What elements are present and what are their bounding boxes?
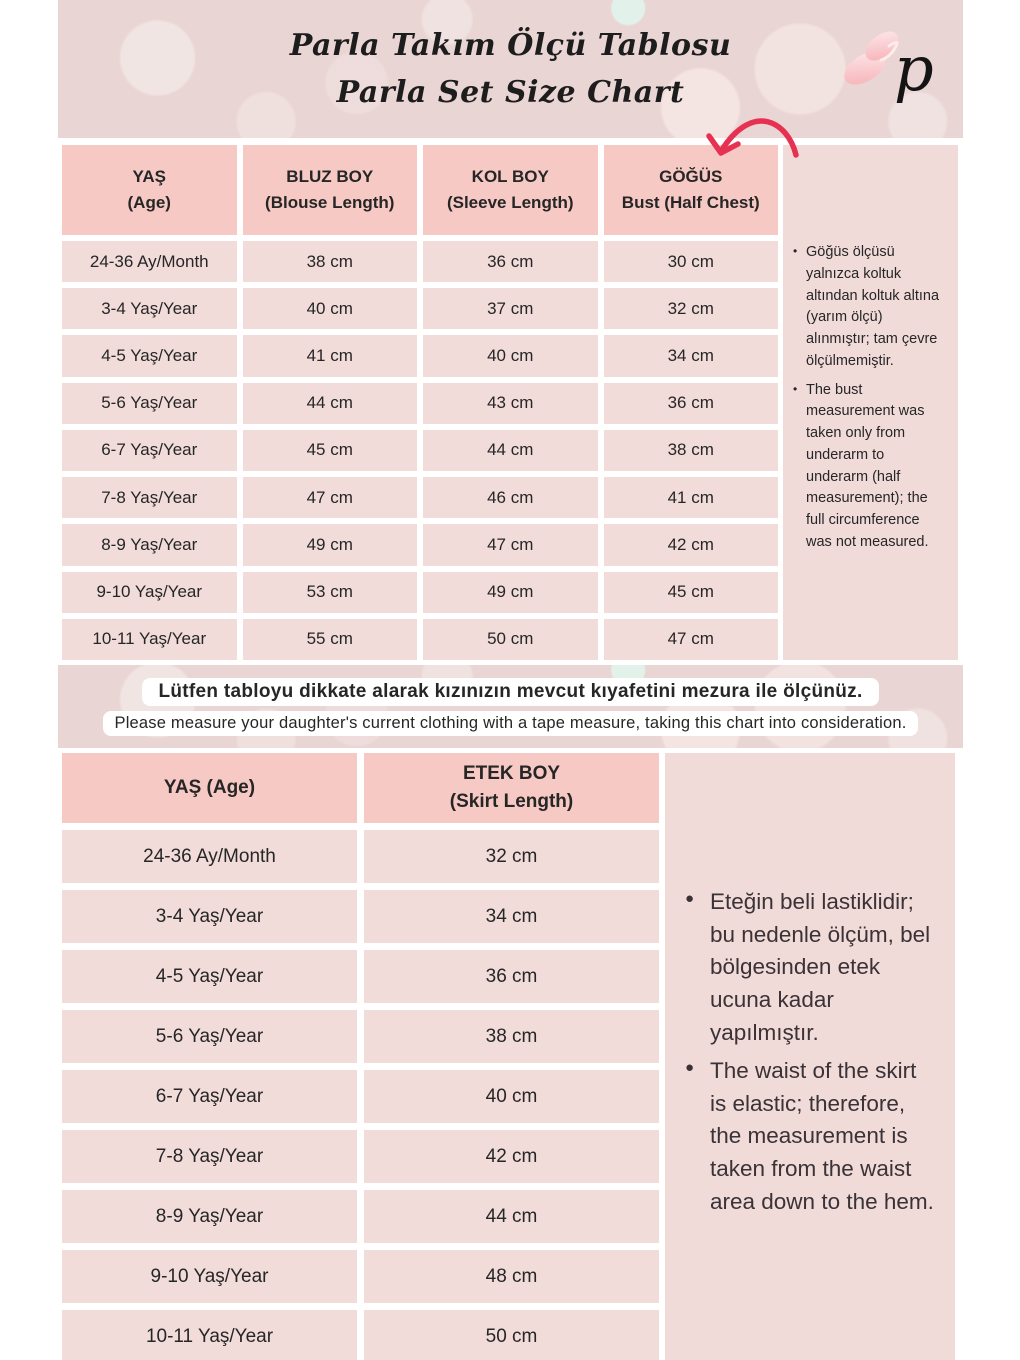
table-cell-bust: 38 cm bbox=[604, 430, 779, 471]
bust-notes-panel bbox=[783, 145, 958, 660]
table-cell-bust: 36 cm bbox=[604, 383, 779, 424]
table-cell-bust: 34 cm bbox=[604, 335, 779, 376]
table-cell-age: 4-5 Yaş/Year bbox=[62, 950, 357, 1003]
table-cell-age: 7-8 Yaş/Year bbox=[62, 477, 237, 518]
table-cell-blouse: 44 cm bbox=[243, 383, 418, 424]
table-cell-age: 8-9 Yaş/Year bbox=[62, 524, 237, 565]
table-cell-blouse: 55 cm bbox=[243, 619, 418, 660]
table-cell-age: 4-5 Yaş/Year bbox=[62, 335, 237, 376]
column-header-age bbox=[62, 145, 237, 235]
table-cell-sleeve: 47 cm bbox=[423, 524, 598, 565]
table-cell-bust: 45 cm bbox=[604, 572, 779, 613]
skirt-notes-panel bbox=[665, 753, 955, 1360]
table-cell-sleeve: 43 cm bbox=[423, 383, 598, 424]
table-cell-age: 5-6 Yaş/Year bbox=[62, 383, 237, 424]
table-cell-sleeve: 49 cm bbox=[423, 572, 598, 613]
table-cell-sleeve: 50 cm bbox=[423, 619, 598, 660]
column-header-blouse bbox=[243, 145, 418, 235]
header-line: BLUZ BOY bbox=[286, 166, 374, 186]
table-cell-skirt: 34 cm bbox=[364, 890, 659, 943]
header-line: YAŞ bbox=[132, 166, 166, 186]
bust-arrow-icon bbox=[694, 108, 800, 164]
table-cell-bust: 47 cm bbox=[604, 619, 779, 660]
column-header-sleeve bbox=[423, 145, 598, 235]
top-banner bbox=[58, 0, 963, 138]
size-table-skirt bbox=[62, 753, 659, 1360]
header-line: GÖĞÜS bbox=[659, 166, 723, 186]
table-cell-skirt: 40 cm bbox=[364, 1070, 659, 1123]
table-cell-blouse: 53 cm bbox=[243, 572, 418, 613]
header-line: (Blouse Length) bbox=[265, 193, 395, 212]
table-cell-age: 5-6 Yaş/Year bbox=[62, 1010, 357, 1063]
header-line: KOL BOY bbox=[471, 166, 549, 186]
table-cell-age: 9-10 Yaş/Year bbox=[62, 1250, 357, 1303]
table-cell-age: 10-11 Yaş/Year bbox=[62, 1310, 357, 1360]
table-cell-bust: 41 cm bbox=[604, 477, 779, 518]
measure-banner bbox=[58, 665, 963, 748]
table-cell-skirt: 50 cm bbox=[364, 1310, 659, 1360]
table-cell-bust: 32 cm bbox=[604, 288, 779, 329]
table-cell-sleeve: 37 cm bbox=[423, 288, 598, 329]
size-table-blouse bbox=[62, 145, 778, 660]
svg-text:p: p bbox=[894, 32, 934, 105]
table-cell-age: 24-36 Ay/Month bbox=[62, 830, 357, 883]
table-cell-blouse: 40 cm bbox=[243, 288, 418, 329]
table-cell-age: 6-7 Yaş/Year bbox=[62, 430, 237, 471]
table-cell-age: 7-8 Yaş/Year bbox=[62, 1130, 357, 1183]
banner-note-en: Please measure your daughter's current clothing with a tape measure, taking this chart into consideration. bbox=[103, 711, 917, 736]
header-line: (Sleeve Length) bbox=[446, 193, 574, 212]
header-line: ETEK BOY bbox=[462, 762, 561, 784]
butterfly-logo-icon bbox=[837, 12, 941, 116]
table-cell-age: 3-4 Yaş/Year bbox=[62, 890, 357, 943]
header-line: Bust (Half Chest) bbox=[621, 193, 760, 212]
table-cell-bust: 30 cm bbox=[604, 241, 779, 282]
table-cell-age: 9-10 Yaş/Year bbox=[62, 572, 237, 613]
table-cell-skirt: 42 cm bbox=[364, 1130, 659, 1183]
table-cell-age: 6-7 Yaş/Year bbox=[62, 1070, 357, 1123]
table-cell-blouse: 47 cm bbox=[243, 477, 418, 518]
table-cell-age: 24-36 Ay/Month bbox=[62, 241, 237, 282]
table-cell-sleeve: 36 cm bbox=[423, 241, 598, 282]
note-item-tr: • Göğüs ölçüsü yalnızca koltuk altından koltuk altına (yarım ölçü) alınmıştır; tam çevre ölçülmemiştir. bbox=[791, 242, 948, 373]
note-item-en: ● The waist of the skirt is elastic; therefore, the measurement is taken from the waist area down to the hem. bbox=[685, 1055, 937, 1218]
table-cell-skirt: 44 cm bbox=[364, 1190, 659, 1243]
bust-notes-list bbox=[791, 242, 948, 554]
table-cell-sleeve: 44 cm bbox=[423, 430, 598, 471]
table-cell-skirt: 48 cm bbox=[364, 1250, 659, 1303]
header-line: (Skirt Length) bbox=[449, 791, 574, 812]
table-cell-sleeve: 40 cm bbox=[423, 335, 598, 376]
table-cell-sleeve: 46 cm bbox=[423, 477, 598, 518]
table-cell-skirt: 38 cm bbox=[364, 1010, 659, 1063]
table-cell-age: 3-4 Yaş/Year bbox=[62, 288, 237, 329]
header-line: YAŞ (Age) bbox=[163, 776, 256, 798]
table-cell-blouse: 38 cm bbox=[243, 241, 418, 282]
table-cell-blouse: 49 cm bbox=[243, 524, 418, 565]
banner-note-tr: Lütfen tabloyu dikkate alarak kızınızın mevcut kıyafetini mezura ile ölçünüz. bbox=[142, 678, 878, 706]
table-cell-skirt: 32 cm bbox=[364, 830, 659, 883]
table-cell-blouse: 45 cm bbox=[243, 430, 418, 471]
title-block bbox=[58, 0, 963, 138]
table-cell-blouse: 41 cm bbox=[243, 335, 418, 376]
page-title-en: Parla Set Size Chart bbox=[336, 75, 685, 110]
page-title-tr: Parla Takım Ölçü Tablosu bbox=[289, 28, 732, 63]
column-header-skirt bbox=[364, 753, 659, 823]
note-item-tr: ● Eteğin beli lastiklidir; bu nedenle ölçüm, bel bölgesinden etek ucuna kadar yapılmıştır. bbox=[685, 886, 937, 1049]
header-line: (Age) bbox=[127, 193, 171, 212]
column-header-age bbox=[62, 753, 357, 823]
skirt-notes-list bbox=[685, 886, 937, 1218]
note-item-en: • The bust measurement was taken only from underarm to underarm (half measurement); the full circumference was not measured. bbox=[791, 380, 948, 554]
table-cell-bust: 42 cm bbox=[604, 524, 779, 565]
table-cell-skirt: 36 cm bbox=[364, 950, 659, 1003]
table-cell-age: 8-9 Yaş/Year bbox=[62, 1190, 357, 1243]
table-cell-age: 10-11 Yaş/Year bbox=[62, 619, 237, 660]
